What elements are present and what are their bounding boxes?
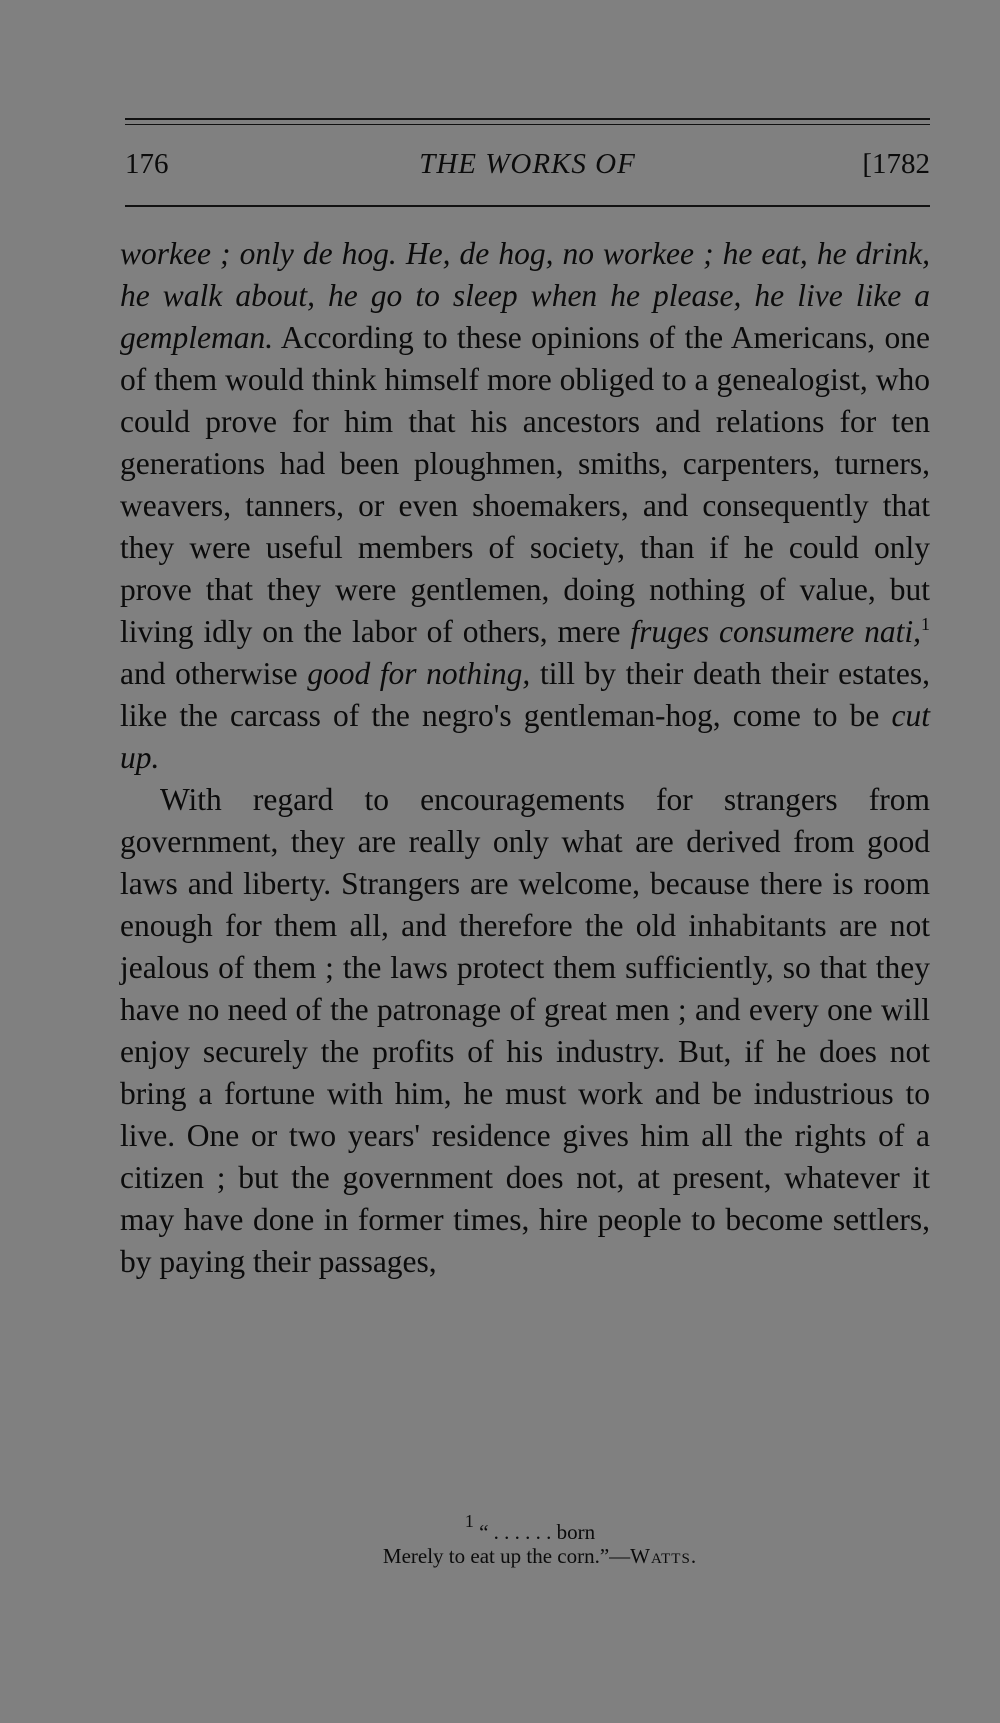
footnote-marker: 1 xyxy=(464,1511,474,1531)
italic-quote-b: He, de hog, no workee ; he eat, he drink, he walk about, he go to sleep when he please, he live like a gempleman. xyxy=(120,236,931,355)
book-page xyxy=(120,0,930,1723)
footnote-line-1 xyxy=(120,1511,930,1544)
paragraph-1-text-a: According to these opinions of the Americans, one of them would think himself more obliged to a genealogist, who could prove for him that his ancestors and relations for ten generations had been ploughmen, smiths, carpenters, turners, weavers, tanners, or even shoemakers, and consequently that they were useful members of society, than if he could only prove that they were gentlemen, doing nothing of value, but living idly on the labor of others, mere xyxy=(120,320,931,649)
italic-phrase-good-for-nothing: good for nothing, xyxy=(307,656,531,691)
paragraph-2: With regard to encouragements for strangers from government, they are really only what are derived from good laws and liberty. Strangers are welcome, because there is room enough for them all, and therefore the old inhabitants are not jealous of them ; the laws protect them sufficiently, so that they have no need of the patronage of great men ; and every one will enjoy securely the profits of his industry. But, if he does not bring a fortune with him, he must work and be industrious to live. One or two years' residence gives him all the rights of a citizen ; but the government does not, at present, whatever it may have done in former times, hire people to become settlers, by paying their passages, xyxy=(120,782,930,1279)
footnote-line-2 xyxy=(120,1544,930,1568)
footnote-author: Watts. xyxy=(630,1544,698,1568)
running-title: THE WORKS OF xyxy=(419,148,636,180)
italic-quote-a: workee ; only de hog. xyxy=(120,236,397,271)
running-year: [1782 xyxy=(862,148,930,180)
footnote xyxy=(120,1511,930,1568)
running-head xyxy=(125,148,930,188)
paragraph-1-text-c: till by their death their estates, like the carcass of the negro's gentleman-hog, come to be xyxy=(120,656,931,733)
footnote-line-2-text: Merely to eat up the corn.”— xyxy=(382,1544,631,1568)
footnote-line-1-text: “ . . . . . . born xyxy=(479,1520,596,1544)
page-number: 176 xyxy=(125,148,169,180)
footnote-reference[interactable]: 1 xyxy=(921,614,931,634)
paragraph-1-text-b: and otherwise xyxy=(120,656,298,691)
latin-phrase: fruges consumere nati, xyxy=(630,614,922,649)
body-text xyxy=(120,233,930,1283)
italic-phrase-cut-up: cut up. xyxy=(120,698,930,775)
header-top-rule xyxy=(125,118,930,120)
paragraph-1 xyxy=(120,233,930,779)
header-bottom-rule xyxy=(125,205,930,207)
header-top-rule-thin xyxy=(125,124,930,125)
